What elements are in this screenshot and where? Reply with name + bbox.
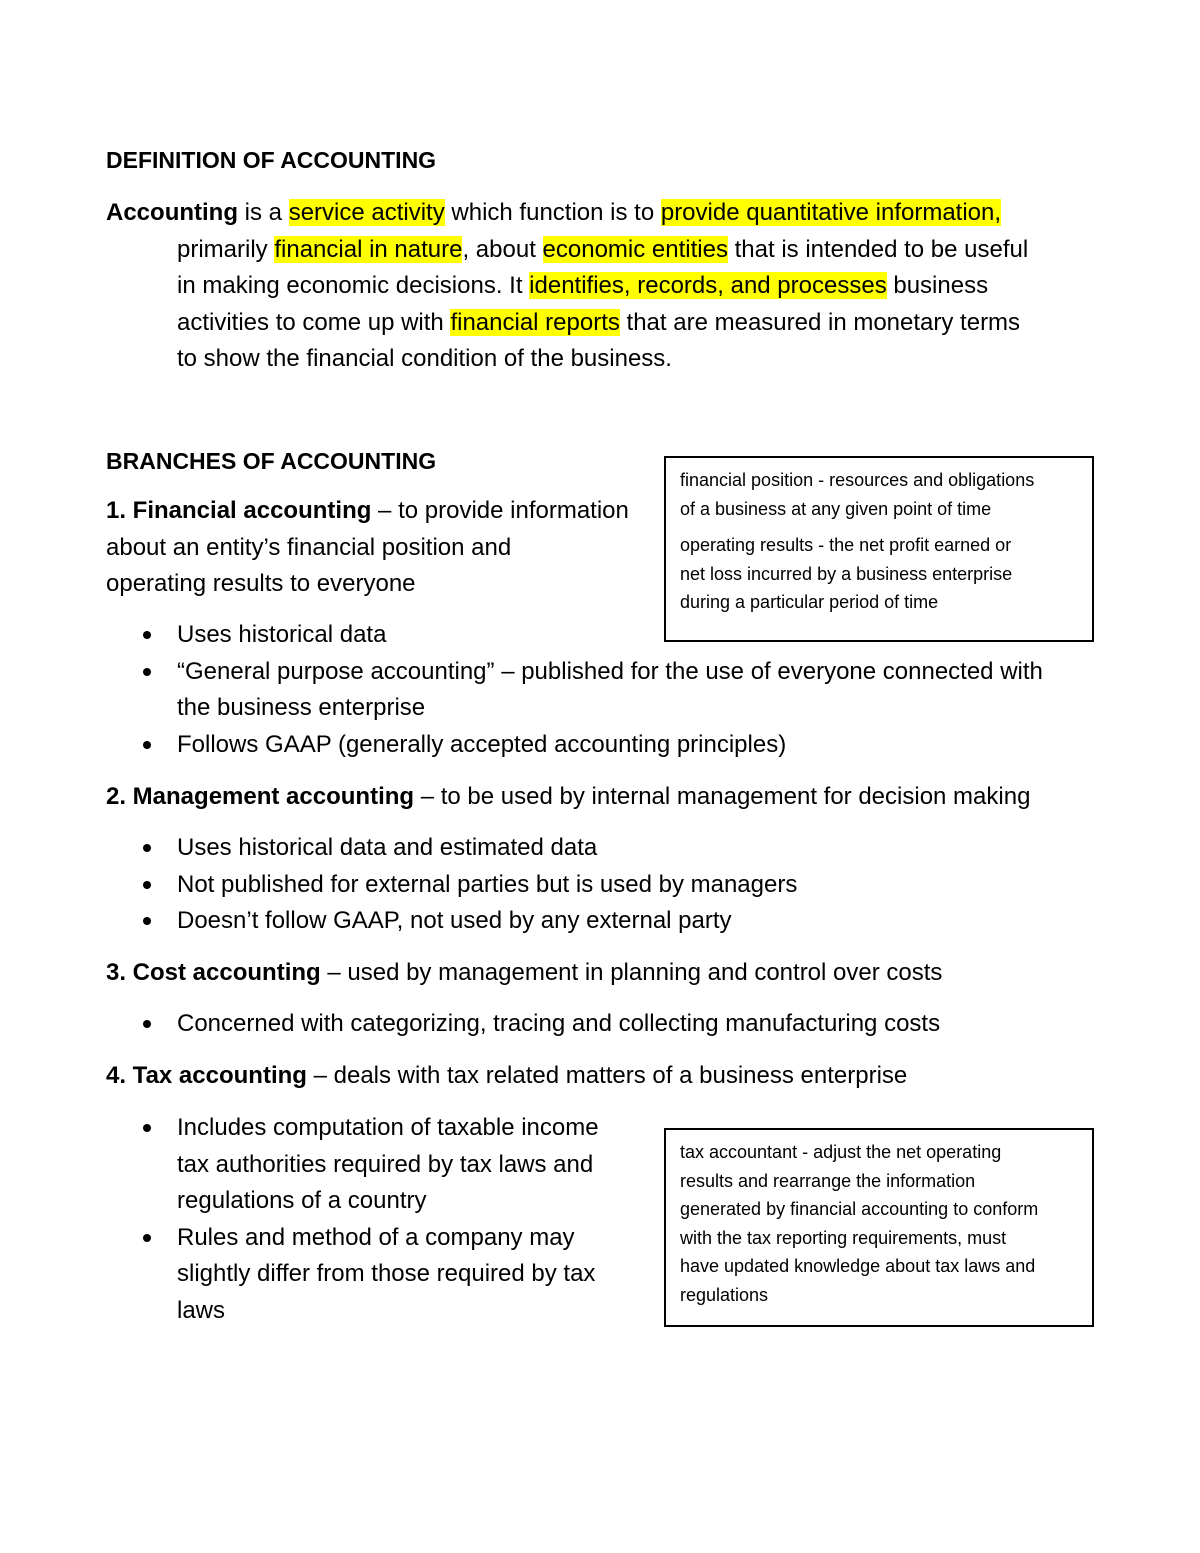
bold-term: 1. Financial accounting	[106, 497, 372, 524]
note-text-line: results and rearrange the information	[680, 1170, 976, 1191]
tax-accounting-bullets	[106, 1110, 599, 1329]
text-run: is a	[238, 199, 289, 226]
operating-results-note	[680, 531, 1078, 617]
text-run: – used by management in planning and control over costs	[320, 959, 943, 986]
bullet-text-line: regulations of a country	[177, 1187, 427, 1214]
highlighted-text: identifies, records, and processes	[529, 272, 887, 299]
highlighted-text: economic entities	[542, 235, 728, 263]
text-run: to show the financial condition of the business.	[177, 345, 672, 372]
text-line	[106, 268, 1106, 305]
bullet-item	[106, 830, 797, 867]
highlighted-text: provide quantitative information,	[660, 199, 1002, 226]
bullet-item	[106, 1110, 599, 1220]
bullet-text-line: the business enterprise	[177, 694, 426, 721]
bullet-text-line: tax authorities required by tax laws and	[177, 1150, 594, 1178]
text-run: primarily	[177, 235, 275, 263]
text-run: – deals with tax related matters of a business enterprise	[306, 1062, 908, 1089]
bullet-text-line: Not published for external parties but is used by managers	[177, 870, 798, 898]
note-text-line: generated by financial accounting to conform	[680, 1199, 1039, 1219]
text-run: – to be used by internal management for decision making	[414, 783, 1031, 810]
note-text-line: of a business at any given point of time	[680, 498, 992, 519]
note-text-line: during a particular period of time	[680, 592, 939, 612]
bullet-item	[106, 1006, 940, 1043]
note-text-line: tax accountant - adjust the net operating	[680, 1142, 1002, 1162]
tax-accountant-note-box	[664, 1128, 1094, 1327]
text-line	[106, 305, 1106, 342]
bold-term: 4. Tax accounting	[106, 1062, 307, 1089]
financial-position-note	[680, 466, 1078, 523]
text-line	[106, 341, 1106, 378]
bullet-text-line: Concerned with categorizing, tracing and collecting manufacturing costs	[177, 1010, 941, 1037]
text-line	[106, 195, 1106, 232]
text-run: which function is to	[444, 199, 661, 226]
financial-terms-note-box	[664, 456, 1094, 642]
bullet-text-line: Includes computation of taxable income	[177, 1114, 599, 1141]
bullet-text-line: Follows GAAP (generally accepted accounting principles)	[177, 730, 787, 758]
cost-accounting-title	[106, 955, 942, 992]
bullet-item	[106, 867, 797, 904]
bullet-item	[106, 903, 797, 940]
note-text-line: operating results - the net profit earned or	[680, 535, 1012, 555]
text-line	[106, 566, 629, 603]
highlighted-text: financial reports	[450, 308, 620, 336]
bullet-text-line: Uses historical data	[177, 621, 387, 648]
text-run: , about	[462, 235, 543, 263]
financial-accounting-title	[106, 493, 629, 603]
bullet-text-line: Doesn’t follow GAAP, not used by any external party	[177, 907, 732, 934]
text-line	[106, 493, 629, 530]
tax-accounting-title	[106, 1058, 907, 1095]
bold-term: 2. Management accounting	[106, 783, 415, 810]
note-text-line: financial position - resources and obligations	[680, 470, 1035, 490]
bullet-text-line: slightly differ from those required by tax	[177, 1260, 596, 1287]
text-run: in making economic decisions. It	[177, 272, 530, 299]
text-line	[106, 530, 629, 567]
text-run: that are measured in monetary terms	[619, 308, 1021, 336]
note-text-line: regulations	[680, 1284, 769, 1305]
bullet-text-line: laws	[177, 1296, 226, 1324]
highlighted-text: financial in nature	[274, 235, 463, 263]
management-accounting-title	[106, 779, 1030, 816]
bold-term: Accounting	[106, 199, 238, 226]
bullet-item	[106, 654, 1043, 727]
text-line	[106, 232, 1106, 269]
text-run: that is intended to be useful	[727, 235, 1029, 263]
text-run: business	[886, 272, 989, 299]
bullet-item	[106, 1220, 599, 1330]
cost-accounting-bullets	[106, 1006, 940, 1043]
highlighted-text: service activity	[288, 199, 445, 226]
text-run: – to provide information	[371, 497, 629, 524]
text-run: about an entity’s financial position and	[106, 533, 512, 561]
bullet-text-line: “General purpose accounting” – published for the use of everyone connected with	[177, 657, 1043, 685]
text-run: activities to come up with	[177, 308, 451, 336]
note-text-line: have updated knowledge about tax laws and	[680, 1256, 1036, 1276]
bold-term: 3. Cost accounting	[106, 959, 321, 986]
bullet-text-line: Uses historical data and estimated data	[177, 834, 598, 861]
tax-accountant-note	[680, 1138, 1078, 1309]
management-accounting-bullets	[106, 830, 797, 940]
note-text-line: with the tax reporting requirements, must	[680, 1227, 1007, 1248]
definition-paragraph	[106, 195, 1106, 378]
bullet-item	[106, 727, 1043, 764]
note-text-line: net loss incurred by a business enterprise	[680, 563, 1013, 584]
bullet-text-line: Rules and method of a company may	[177, 1223, 575, 1251]
branches-heading: BRANCHES OF ACCOUNTING	[106, 448, 437, 474]
definition-heading: DEFINITION OF ACCOUNTING	[106, 147, 437, 173]
text-run: operating results to everyone	[106, 570, 416, 597]
